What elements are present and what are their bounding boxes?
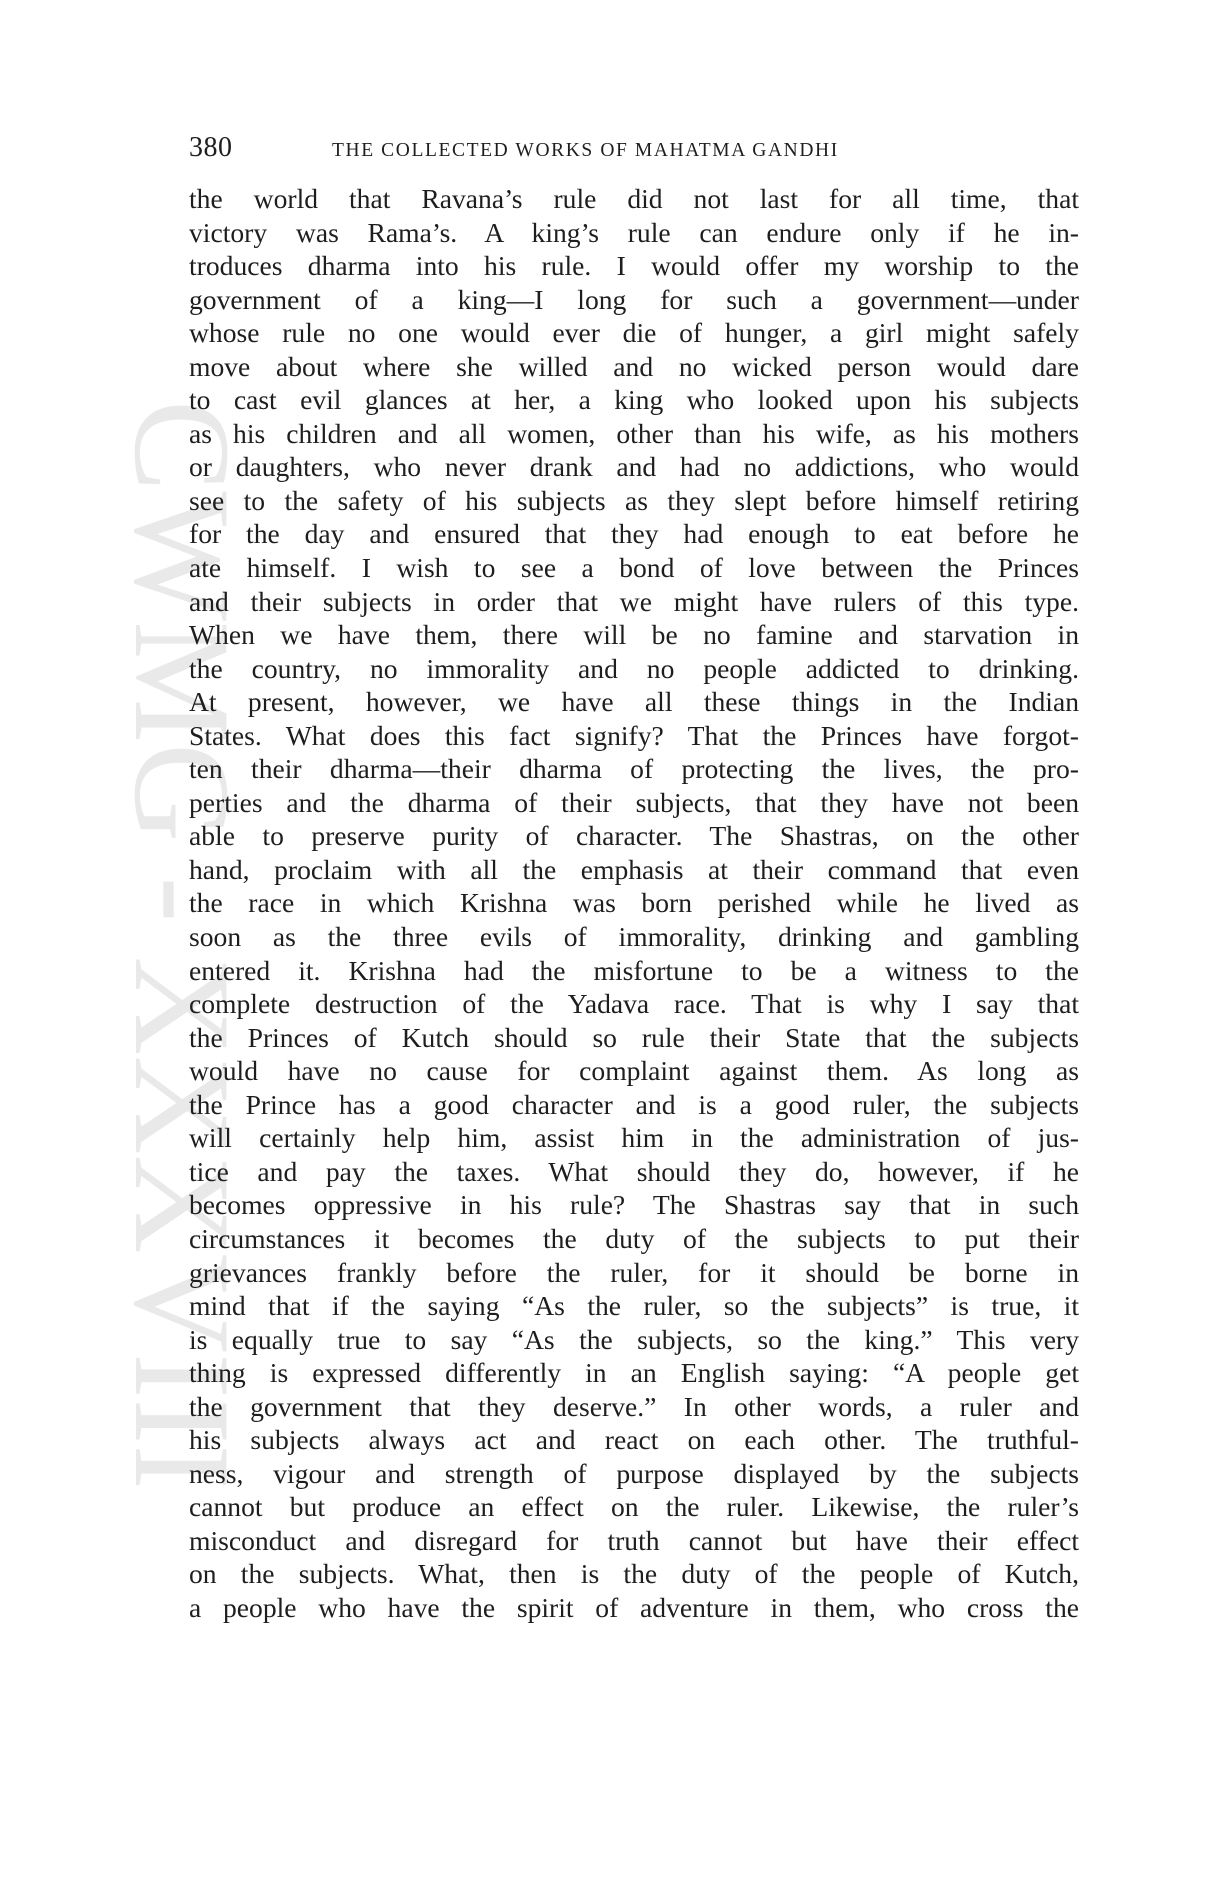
page-header (189, 132, 1079, 172)
text-line: to cast evil glances at her, a king who looked upon his subjects (189, 384, 1079, 416)
text-line: or daughters, who never drank and had no addictions, who would (189, 451, 1079, 483)
text-line: is equally true to say “As the subjects, so the king.” This very (189, 1323, 1079, 1355)
text-line: tice and pay the taxes. What should they do, however, if he (189, 1155, 1079, 1187)
text-line: as his children and all women, other than his wife, as his mothers (189, 417, 1079, 449)
text-line: would have no cause for complaint against them. As long as (189, 1055, 1079, 1087)
body-text (189, 182, 1079, 1625)
text-line: becomes oppressive in his rule? The Shastras say that in such (189, 1189, 1079, 1221)
text-line: move about where she willed and no wicked person would dare (189, 350, 1079, 382)
text-line: the Prince has a good character and is a good ruler, the subjects (189, 1088, 1079, 1120)
text-line: will certainly help him, assist him in the administration of jus- (189, 1122, 1079, 1154)
text-line: able to preserve purity of character. The Shastras, on the other (189, 820, 1079, 852)
text-line: perties and the dharma of their subjects, that they have not been (189, 786, 1079, 818)
text-line: the government that they deserve.” In other words, a ruler and (189, 1390, 1079, 1422)
text-line: the race in which Krishna was born perished while he lived as (189, 887, 1079, 919)
page-number: 380 (189, 132, 233, 163)
text-line: ness, vigour and strength of purpose displayed by the subjects (189, 1457, 1079, 1489)
text-line: complete destruction of the Yadava race. That is why I say that (189, 988, 1079, 1020)
text-line: for the day and ensured that they had enough to eat before he (189, 518, 1079, 550)
text-line: on the subjects. What, then is the duty of the people of Kutch, (189, 1558, 1079, 1590)
text-line: States. What does this fact signify? That the Princes have forgot- (189, 719, 1079, 751)
text-line: his subjects always act and react on each other. The truthful- (189, 1424, 1079, 1456)
text-line: government of a king—I long for such a government—under (189, 283, 1079, 315)
text-line: cannot but produce an effect on the ruler. Likewise, the ruler’s (189, 1491, 1079, 1523)
text-line: soon as the three evils of immorality, drinking and gambling (189, 921, 1079, 953)
text-line: When we have them, there will be no famine and starvation in (189, 619, 1079, 651)
text-line: thing is expressed differently in an English saying: “A people get (189, 1357, 1079, 1389)
text-line: a people who have the spirit of adventure in them, who cross the (189, 1591, 1079, 1623)
text-line: hand, proclaim with all the emphasis at their command that even (189, 853, 1079, 885)
text-line: entered it. Krishna had the misfortune to be a witness to the (189, 954, 1079, 986)
text-line: victory was Rama’s. A king’s rule can endure only if he in- (189, 216, 1079, 248)
text-line: ten their dharma—their dharma of protecting the lives, the pro- (189, 753, 1079, 785)
text-line: and their subjects in order that we might have rulers of this type. (189, 585, 1079, 617)
text-line: the Princes of Kutch should so rule their State that the subjects (189, 1021, 1079, 1053)
text-line: the world that Ravana’s rule did not last for all time, that (189, 183, 1079, 214)
text-line: grievances frankly before the ruler, for it should be borne in (189, 1256, 1079, 1288)
text-line: mind that if the saying “As the ruler, so the subjects” is true, it (189, 1290, 1079, 1322)
text-line: At present, however, we have all these things in the Indian (189, 686, 1079, 718)
text-line: troduces dharma into his rule. I would offer my worship to the (189, 250, 1079, 282)
text-line: misconduct and disregard for truth cannot but have their effect (189, 1524, 1079, 1556)
text-line: whose rule no one would ever die of hunger, a girl might safely (189, 317, 1079, 349)
text-line: ate himself. I wish to see a bond of love between the Princes (189, 552, 1079, 584)
text-line: see to the safety of his subjects as they slept before himself retiring (189, 484, 1079, 516)
running-head: THE COLLECTED WORKS OF MAHATMA GANDHI (332, 140, 839, 161)
text-line: the country, no immorality and no people addicted to drinking. (189, 652, 1079, 684)
text-line: circumstances it becomes the duty of the subjects to put their (189, 1222, 1079, 1254)
watermark-text: CWMG - XXXVIII (106, 400, 259, 1497)
